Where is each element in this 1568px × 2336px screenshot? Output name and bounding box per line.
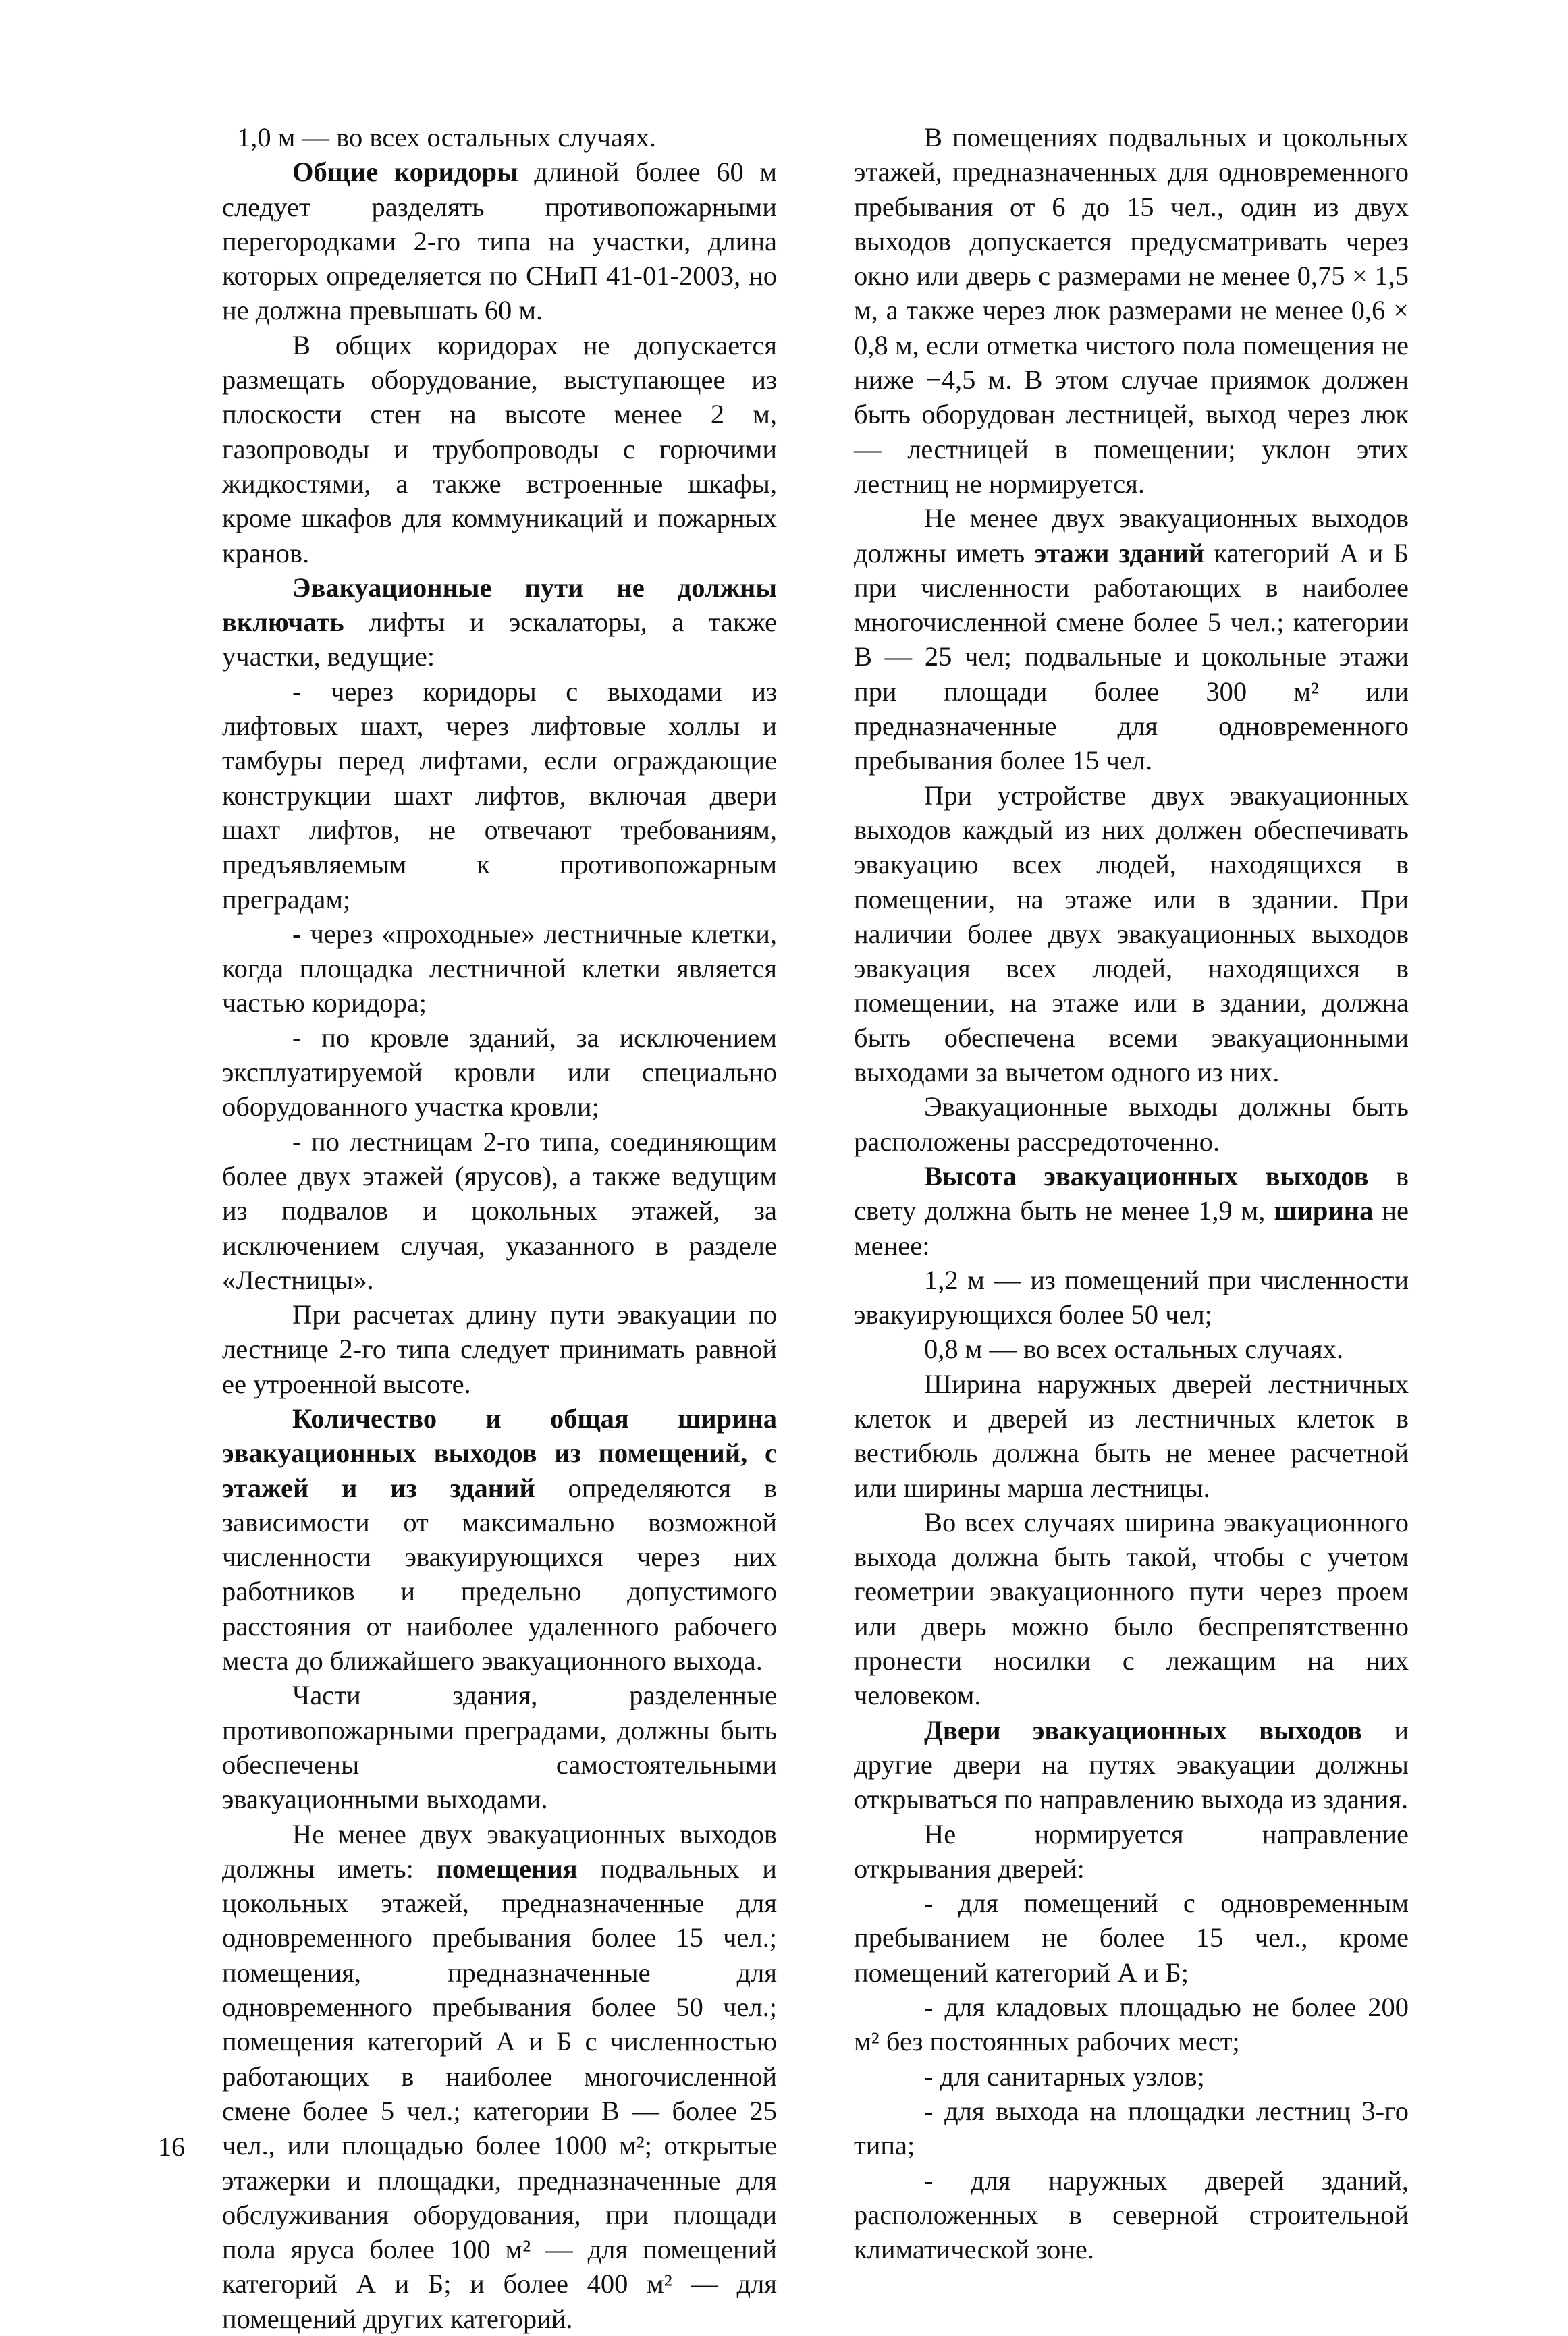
page-number: 16 — [158, 2131, 185, 2162]
right-column — [854, 120, 1409, 2266]
paragraph: 0,8 м — во всех остальных случаях. — [924, 1334, 1344, 1365]
list-item: - через коридоры с выходами из лифтовых шахт, через лифтовые холлы и тамбуры перед лифтами, если ограждающие конструкции шахт лифтов, включая двери шахт лифтов, не отвечают требованиям, предъявляемым к противопожарным преградам; — [222, 676, 777, 915]
list-item: - для помещений с одновременным пребыванием не более 15 чел., кроме помещений категорий А и Б; — [854, 1888, 1409, 1988]
list-item: - для санитарных узлов; — [924, 2061, 1205, 2092]
paragraph: Количество и общая ширина эвакуационных выходов из помещений, с этажей и из зданий определяются в зависимости от максимально возможной численности эвакуирующихся через них работников и предельно допустимого расстояния от наиболее удаленного рабочего места до ближайшего эвакуационного выхода. — [222, 1403, 777, 1677]
list-item: - для наружных дверей зданий, расположенных в северной строительной климатической зоне. — [854, 2165, 1409, 2265]
paragraph: Не менее двух эвакуационных выходов должны иметь этажи зданий категорий А и Б при численности работающих в наиболее многочисленной смене более 5 чел.; категории В — 25 чел; подвальные и цокольные этажи при площади более 300 м² или предназначенные для одновременного пребывания более 15 чел. — [854, 503, 1409, 776]
bold-term: Общие коридоры — [292, 157, 518, 188]
paragraph: Ширина наружных дверей лестничных клеток и дверей из лестничных клеток в вестибюль должна быть не менее расчетной или ширины марша лестницы. — [854, 1368, 1409, 1503]
paragraph: Двери эвакуационных выходов и другие двери на путях эвакуации должны открываться по направлению выхода из здания. — [854, 1714, 1409, 1815]
bold-term: ширина — [1274, 1195, 1374, 1226]
paragraph: Высота эвакуационных выходов в свету должна быть не менее 1,9 м, ширина не менее: — [854, 1160, 1409, 1261]
paragraph: При устройстве двух эвакуационных выходов каждый из них должен обеспечивать эвакуацию всех людей, находящихся в помещении, на этаже или в здании. При наличии более двух эвакуационных выходов эвакуация всех людей, находящихся в помещении, на этаже или в здании, должна быть обеспечена всеми эвакуационными выходами за вычетом одного из них. — [854, 780, 1409, 1088]
bold-term: Количество и общая ширина эвакуационных выходов из помещений, с этажей и из зданий — [222, 1403, 777, 1503]
bold-term: Двери эвакуационных выходов — [924, 1714, 1362, 1745]
bold-term: Эвакуационные пути не должны включать — [222, 572, 777, 638]
paragraph: Не нормируется направление открывания дверей: — [854, 1818, 1409, 1884]
bold-term: этажи зданий — [1034, 537, 1205, 568]
paragraph: 1,0 м — во всех остальных случаях. — [237, 122, 657, 153]
list-item: - по кровле зданий, за исключением эксплуатируемой кровли или специально оборудованного участка кровли; — [222, 1022, 777, 1122]
paragraph: В помещениях подвальных и цокольных этажей, предназначенных для одновременного пребывания от 6 до 15 чел., один из двух выходов допускается предусматривать через окно или дверь с размерами не менее 0,75 × 1,5 м, а также через люк размерами не менее 0,6 × 0,8 м, если отметка чистого пола помещения не ниже −4,5 м. В этом случае приямок должен быть оборудован лестницей, выход через люк — лестницей в помещении; уклон этих лестниц не нормируется. — [854, 122, 1409, 499]
paragraph: Во всех случаях ширина эвакуационного выхода должна быть такой, чтобы с учетом геометрии эвакуационного пути через проем или дверь можно было беспрепятственно пронести носилки с лежащим на них человеком. — [854, 1506, 1409, 1711]
paragraph: Части здания, разделенные противопожарными преградами, должны быть обеспечены самостоятельными эвакуационными выходами. — [222, 1680, 777, 1815]
list-item: - для кладовых площадью не более 200 м² без постоянных рабочих мест; — [854, 1992, 1409, 2057]
left-column — [222, 120, 777, 2336]
bold-term: Высота эвакуационных выходов — [924, 1160, 1369, 1191]
paragraph: Эвакуационные выходы должны быть расположены рассредоточенно. — [854, 1091, 1409, 1157]
paragraph: При расчетах длину пути эвакуации по лестнице 2-го типа следует принимать равной ее утроенной высоте. — [222, 1299, 777, 1399]
paragraph: В общих коридорах не допускается размещать оборудование, выступающее из плоскости стен на высоте менее 2 м, газопроводы и трубопроводы с горючими жидкостями, а также встроенные шкафы, кроме шкафов для коммуникаций и пожарных кранов. — [222, 329, 777, 568]
bold-term: помещения — [436, 1853, 578, 1884]
paragraph: 1,2 м — из помещений при численности эвакуирующихся более 50 чел; — [854, 1264, 1409, 1330]
list-item: - для выхода на площадки лестниц 3-го типа; — [854, 2095, 1409, 2161]
list-item: - через «проходные» лестничные клетки, когда площадка лестничной клетки является частью коридора; — [222, 918, 777, 1018]
paragraph: Общие коридоры длиной более 60 м следует разделять противопожарными перегородками 2-го типа на участки, длина которых определяется по СНиП 41-01-2003, но не должна превышать 60 м. — [222, 157, 777, 326]
paragraph: Не менее двух эвакуационных выходов должны иметь: помещения подвальных и цокольных этажей, предназначенные для одновременного пребывания более 15 чел.; помещения, предназначенные для одновременного пребывания более 50 чел.; помещения категорий А и Б с численностью работающих в наиболее многочисленной смене более 5 чел.; категории В — более 25 чел., или площадью более 1000 м²; открытые этажерки и площадки, предназначенные для обслуживания оборудования, при площади пола яруса более 100 м² — для помещений категорий А и Б; и более 400 м² — для помещений других категорий. — [222, 1818, 777, 2334]
paragraph: Эвакуационные пути не должны включать лифты и эскалаторы, а также участки, ведущие: — [222, 572, 777, 672]
list-item: - по лестницам 2-го типа, соединяющим более двух этажей (ярусов), а также ведущим из подвалов и цокольных этажей, за исключением случая, указанного в разделе «Лестницы». — [222, 1126, 777, 1295]
